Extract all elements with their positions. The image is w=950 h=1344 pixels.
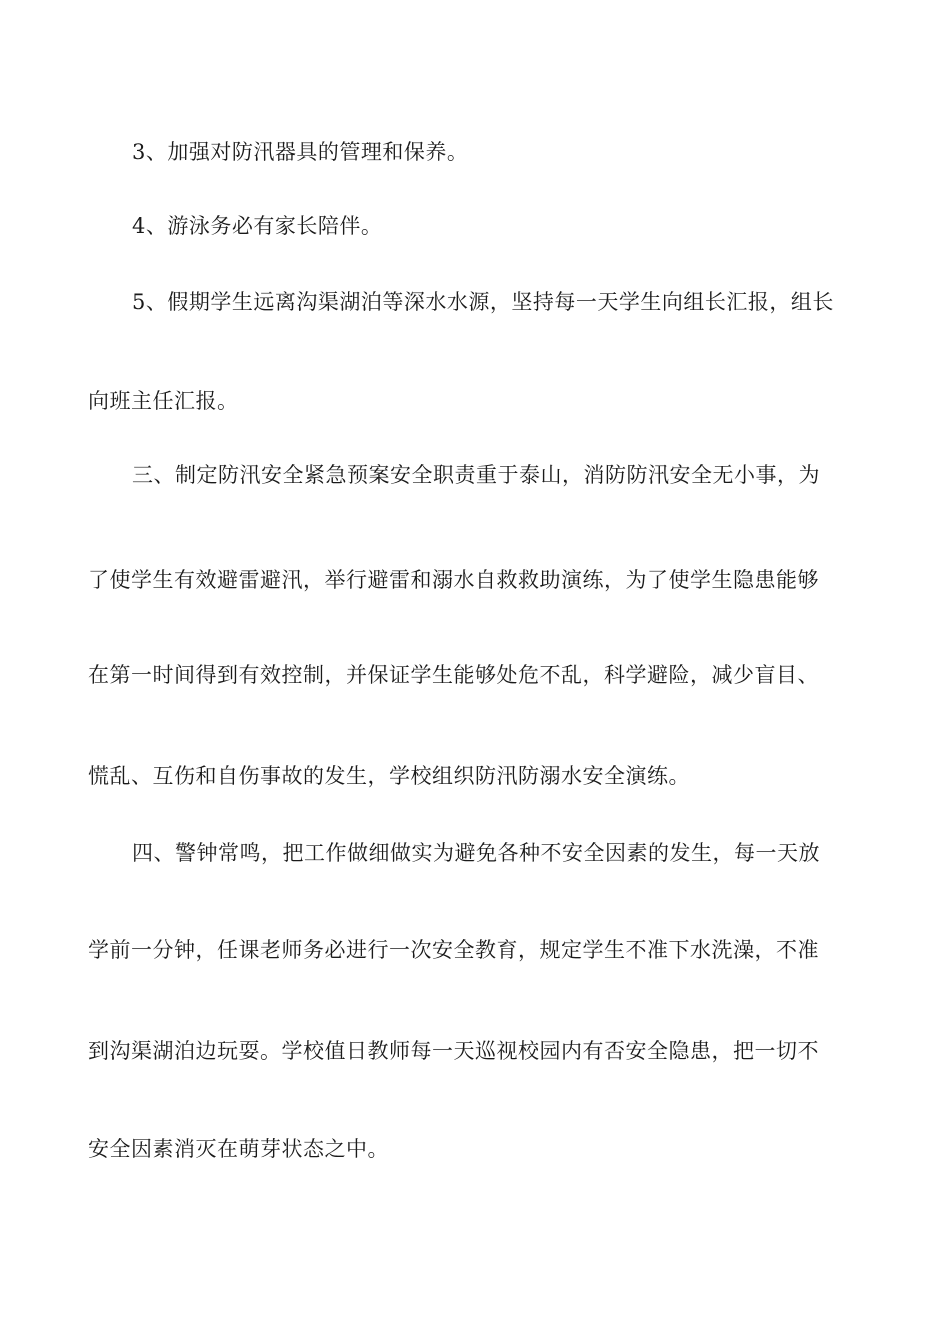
paragraph-line-section-3-cont-1: 了使学生有效避雷避汛，举行避雷和溺水自救救助演练，为了使学生隐患能够 xyxy=(88,568,819,592)
paragraph-line-section-4-cont-2: 到沟渠湖泊边玩耍。学校值日教师每一天巡视校园内有否安全隐患，把一切不 xyxy=(88,1039,819,1063)
paragraph-line-item-3: 3、加强对防汛器具的管理和保养。 xyxy=(132,140,469,164)
paragraph-line-section-4-start: 四、警钟常鸣，把工作做细做实为避免各种不安全因素的发生，每一天放 xyxy=(132,841,820,865)
paragraph-line-item-4: 4、游泳务必有家长陪伴。 xyxy=(132,214,383,238)
paragraph-line-section-4-end: 安全因素消灭在萌芽状态之中。 xyxy=(88,1137,389,1161)
paragraph-line-section-3-end: 慌乱、互伤和自伤事故的发生，学校组织防汛防溺水安全演练。 xyxy=(88,764,690,788)
paragraph-line-item-5-end: 向班主任汇报。 xyxy=(88,389,239,413)
paragraph-line-section-3-cont-2: 在第一时间得到有效控制，并保证学生能够处危不乱，科学避险，减少盲目、 xyxy=(88,663,819,687)
paragraph-line-section-4-cont-1: 学前一分钟，任课老师务必进行一次安全教育，规定学生不准下水洗澡，不准 xyxy=(88,938,819,962)
paragraph-line-item-5-start: 5、假期学生远离沟渠湖泊等深水水源，坚持每一天学生向组长汇报，组长 xyxy=(132,290,834,314)
paragraph-line-section-3-start: 三、制定防汛安全紧急预案安全职责重于泰山，消防防汛安全无小事，为 xyxy=(132,463,820,487)
